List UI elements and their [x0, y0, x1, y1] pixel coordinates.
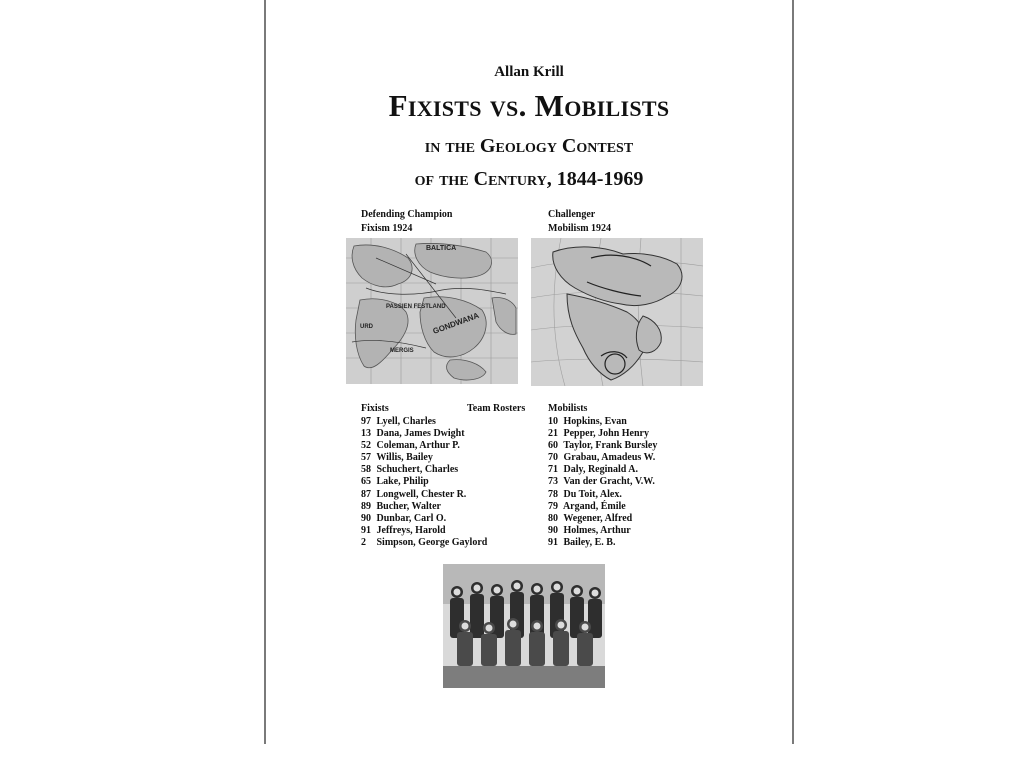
- document-subtitle-line2: of the Century, 1844-1969: [414, 168, 644, 190]
- list-item: 21 Pepper, John Henry: [548, 428, 649, 440]
- mobilism-map-image: [531, 238, 703, 386]
- fixists-roster: [361, 416, 487, 549]
- document-page: [266, 0, 792, 744]
- list-item: 80 Wegener, Alfred: [548, 512, 633, 524]
- list-item: 70 Grabau, Amadeus W.: [548, 452, 656, 464]
- list-item: 13 Dana, James Dwight: [361, 428, 465, 440]
- page-right-border: [792, 0, 794, 744]
- list-item: 78 Du Toit, Alex.: [548, 488, 622, 500]
- list-item: 79 Argand, Émile: [548, 500, 626, 512]
- group-photo: [443, 564, 605, 688]
- list-item: 97 Lyell, Charles: [361, 416, 436, 427]
- list-item: 90 Holmes, Arthur: [548, 524, 631, 536]
- map-label-gondwana: GONDWANA: [431, 310, 481, 336]
- left-panel-label2: Fixism 1924: [361, 223, 413, 234]
- list-item: 60 Taylor, Frank Bursley: [548, 440, 658, 452]
- fixists-header: Fixists: [361, 403, 389, 414]
- author-name: Allan Krill: [494, 64, 564, 80]
- mobilists-header: Mobilists: [548, 403, 588, 414]
- list-item: 91 Jeffreys, Harold: [361, 524, 446, 536]
- list-item: 58 Schuchert, Charles: [361, 464, 459, 476]
- right-panel-label1: Challenger: [548, 209, 596, 220]
- list-item: 87 Longwell, Chester R.: [361, 488, 467, 500]
- mobilists-roster: [548, 416, 657, 549]
- list-item: 52 Coleman, Arthur P.: [361, 440, 460, 452]
- map-label-urd: URD: [360, 324, 373, 330]
- list-item: 90 Dunbar, Carl O.: [361, 512, 447, 524]
- fixism-map-image: [346, 238, 518, 384]
- list-item: 57 Willis, Bailey: [361, 452, 433, 464]
- left-panel-label1: Defending Champion: [361, 209, 453, 220]
- right-panel-label2: Mobilism 1924: [548, 223, 612, 234]
- list-item: 71 Daly, Reginald A.: [548, 464, 638, 476]
- list-item: 73 Van der Gracht, V.W.: [548, 476, 655, 488]
- list-item: 91 Bailey, E. B.: [548, 536, 616, 548]
- document-subtitle-line1: in the Geology Contest: [424, 135, 634, 157]
- team-rosters-header: Team Rosters: [467, 403, 526, 414]
- map-label-baltica: BALTICA: [426, 245, 457, 252]
- map-label-passien: PASSIEN FESTLAND: [386, 304, 446, 310]
- list-item: 65 Lake, Philip: [361, 476, 429, 488]
- list-item: 89 Bucher, Walter: [361, 500, 441, 512]
- map-label-mergis: MERGIS: [390, 348, 414, 354]
- list-item: 2 Simpson, George Gaylord: [361, 536, 488, 548]
- list-item: 10 Hopkins, Evan: [548, 416, 627, 427]
- document-title: Fixists vs. Mobilists: [388, 88, 670, 123]
